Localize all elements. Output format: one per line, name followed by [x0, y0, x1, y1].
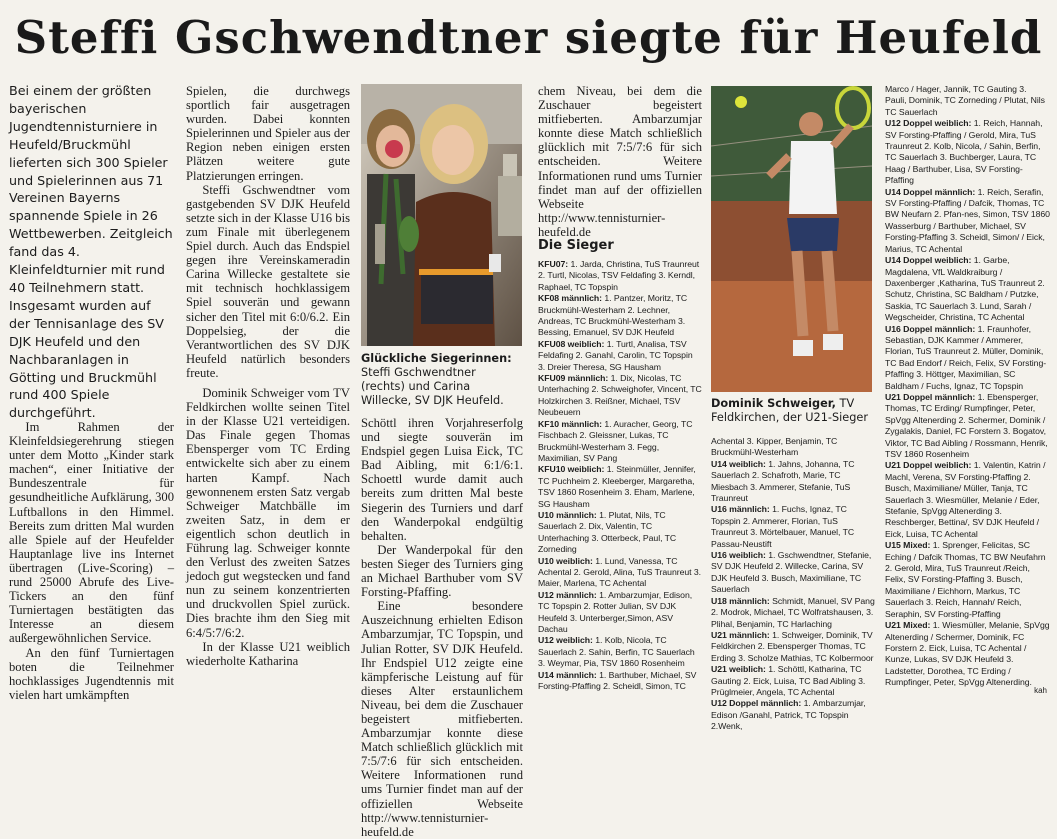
- result-winners: Schmidt, Manuel, SV Pang 2. Modrok, Michael, TC Wolfratshausen, 3. Plihal, Benjamin, TC Harlaching: [711, 595, 875, 629]
- result-winners: 1. Ambarzumjar, Edison /Ganahl, Patrick, TC Topspin 2.Wenk,: [711, 698, 866, 732]
- caption2-rest: TV Feldkirchen, der U21-Sieger: [711, 397, 868, 424]
- result-winners: Marco / Hager, Jannik, TC Gauting 3. Pauli, Dominik, TC Zorneding / Plutat, Nils TC Sauerlach: [885, 84, 1045, 117]
- result-winners: 1. Ambarzumjar, Edison, TC Topspin 2. Rotter Julian, SV DJK Heufeld 3. Unterberger,Simon, ASV Dachau: [538, 589, 693, 634]
- col3-p2: Der Wanderpokal für den besten Sieger des Turniers ging an Michael Barthuber vom SV Forsting-Pfaffing.: [361, 542, 523, 600]
- results-list-a: [538, 259, 702, 692]
- result-entry: [885, 118, 1050, 186]
- result-winners: 1. Garbe, Magdalena, VfL Waldkraiburg / Daxenberger ,Katharina, TuS Traunreut 2. Schutz, Christina, SC Baldham / Putzke, Saskia, TC Sauerlach 3. Lund, Sarah / Wegscheider, Christina, TC Achental: [885, 255, 1045, 323]
- col2-p3: Dominik Schweiger vom TV Feldkirchen wollte seinen Titel in der Klasse U21 verteidigen. Das Finale gegen Thomas Ebensperger vom TC Erding entwickelte sich aber zu einem harten Kampf. Nach gewonnenem ersten Satz vergab Schweiger Matchbälle im zweiten Satz, in dem er eigentlich schon deutlich in Führung lag. Schweiger konnte den Verlust des zweiten Satzes jedoch gut wegstecken und fand nun zu seinem konzentrierten und druckvollen Spiel zurück. Dies brachte ihm den Sieg mit 6:4/5:7/6:2.: [186, 385, 350, 640]
- result-entry: [711, 550, 875, 596]
- result-category: U14 männlich:: [538, 669, 597, 680]
- col2-p4: In der Klasse U21 weiblich wiederholte Katharina: [186, 639, 350, 668]
- result-entry: [885, 255, 1050, 323]
- result-entry: [711, 459, 875, 505]
- result-entry: [538, 590, 702, 636]
- article-column-4: [538, 84, 702, 239]
- result-winners: 1. Schöttl, Katharina, TC Gauting 2. Eick, Luisa, TC Bad Aibling 3. Prüglmeier, Angela, TC Achental: [711, 664, 866, 697]
- article-column-3: [361, 416, 523, 839]
- results-column-3: [885, 84, 1050, 694]
- col3-p3: Eine besondere Auszeichnung erhielten Edison Ambarzumjar, TC Topspin, und Julian Rotter, SV DJK Heufeld. Ihr Endspiel U12 zeigte eine kämpferische Leistung auf für dieses Alter erstaunlichem Niveau, bei dem die Zuschauer begeistert mitfieberten. Ambarzumjar konnte diese Match schließlich glücklich mit 7:5/7:6 für sich entscheiden. Weitere Informationen rund ums Turnier findet man auf der offiziellen Webseite http://www.tennisturnier-heufeld.de: [361, 599, 523, 839]
- result-winners: 1. Ebensperger, Thomas, TC Erding/ Rumpfinger, Peter, SpVgg Altenerding 2. Schermer, Dominik / Zygalakis, Daniel, FC Forstern 3. Bogatov, Viktor, TC Bad Aibling / Rossmann, Henrik, TSV 1860 Rosenheim: [885, 391, 1048, 459]
- results-heading: Die Sieger: [538, 238, 614, 253]
- result-winners: 1. Turtl, Analisa, TSV Feldafing 2. Ganahl, Carolin, TC Topspin 3. Dreier Theresa, SG Hausham: [538, 338, 693, 372]
- result-category: U21 Doppel männlich:: [885, 391, 976, 402]
- result-category: U21 Mixed:: [885, 620, 931, 631]
- result-category: U18 männlich:: [711, 595, 770, 606]
- result-winners: 1. Jahns, Johanna, TC Sauerlach 2. Schafroth, Marie, TC Miesbach 3. Ammerer, Stefanie, TuS Traunreut: [711, 458, 855, 504]
- result-entry: [885, 460, 1050, 540]
- result-category: U14 weiblich:: [711, 458, 766, 469]
- col4-text: chem Niveau, bei dem die Zuschauer begeistert mitfieberten. Ambarzumjar konnte diese Match schließlich glücklich mit 7:5/7:6 für sich entscheiden. Weitere Informationen rund ums Turnier findet man auf der offiziellen Webseite http://www.tennisturnier-heufeld.de: [538, 84, 702, 239]
- col1-p2: An den fünf Turniertagen boten die Teilnehmer hochklassiges Jugendtennis mit vielen hart umkämpften: [9, 645, 174, 702]
- result-category: U14 Doppel weiblich:: [885, 255, 972, 266]
- result-winners: 1. Wiesmüller, Melanie, SpVgg Altenerding / Schermer, Dominik, FC Forstern 2. Eick, Luisa, TC Achental / Kunze, Lukas, SV DJK Heufeld 3. Ladstetter, Dorothea, TC Erding / Rumpfinger, Peter, SpVgg Altenerding.: [885, 620, 1050, 688]
- result-entry: [885, 620, 1050, 688]
- result-winners: 1. Jarda, Christina, TuS Traunreut 2. Turtl, Nicolas, TSV Feldafing 3. Kerndl, Raphael, TC Topspin: [538, 259, 700, 292]
- article-column-1: [9, 420, 174, 702]
- result-winners: 1. Dix, Nicolas, TC Unterhaching 2. Schweighofer, Vincent, TC Holzkirchen 3. Reißner, Michael, TSV Neubeuern: [538, 373, 702, 418]
- caption1-bold: Glückliche Siegerinnen:: [361, 352, 512, 365]
- photo1-caption: [361, 352, 523, 414]
- result-category: U16 Doppel männlich:: [885, 323, 976, 334]
- result-category: KF08 männlich:: [538, 293, 602, 304]
- result-entry: [885, 540, 1050, 620]
- result-entry: [711, 630, 875, 664]
- result-winners: Achental 3. Kipper, Benjamin, TC Bruckmühl-Westerham: [711, 436, 838, 458]
- result-winners: 1. Fuchs, Ignaz, TC Topspin 2. Ammerer, Florian, TuS Traunreut 3. Mörtelbauer, Manuel, TC Passau-Neustift: [711, 504, 855, 549]
- col2-p2: Steffi Gschwendtner vom gastgebenden SV DJK Heufeld setzte sich in der Klasse U16 bis zum Finale mit überlegenem Spiel durch. Auch das Endspiel gegen ihre Vereinskameradin Carina Willecke gestaltete sie mit technisch hochklassigem Spiel souverän und gewann sicher den Titel mit 6:0/6.2. Ein Doppelsieg, der die Verantwortlichen des SV DJK Heufeld natürlich besonders freute.: [186, 182, 350, 380]
- results-list-b: [711, 436, 875, 733]
- result-entry: [538, 464, 702, 510]
- result-winners: 1. Sprenger, Felicitas, SC Eching / Dafcik Thomas, TC BW Neufahrn 2. Gerold, Mira, TuS Traunreut /Reich, Felix, SV Forsting-Pfaffing 3. Busch, Maximiliane / Eichhorn, Markus, TC Sauerlach 3. Reich, Hannah/ Reich, Seraphin, SV Forsting-Pfaffing: [885, 540, 1046, 619]
- results-column-2: [711, 436, 875, 732]
- result-entry: [538, 670, 702, 693]
- result-category: U12 Doppel weiblich:: [885, 118, 972, 129]
- result-category: U16 weiblich:: [711, 550, 766, 561]
- photo-tennis-player: [711, 86, 872, 392]
- result-entry: [538, 419, 702, 465]
- result-winners: 1. Schweiger, Dominik, TV Feldkirchen 2. Ebensperger Thomas, TC Erding 3. Scholze Mathias, TC Kolbermoor: [711, 629, 874, 663]
- result-category: U21 männlich:: [711, 629, 770, 640]
- result-category: U10 männlich:: [538, 509, 597, 520]
- result-category: KFU07:: [538, 259, 569, 269]
- col2-p1: Spielen, die durchwegs sportlich fair ausgetragen wurden. Dabei konnten Spielerinnen und Spieler aus der Region neben einigen ersten Plätzen weitere gute Platzierungen erringen.: [186, 84, 350, 183]
- result-category: U14 Doppel männlich:: [885, 186, 976, 197]
- result-category: U15 Mixed:: [885, 540, 931, 551]
- headline: Steffi Gschwendtner siegte für Heufeld: [14, 11, 1043, 64]
- col3-p1: Schöttl ihren Vorjahreserfolg und siegte souverän im Endspiel gegen Luisa Eick, TC Bad Aibling, mit 6:1/6:1. Schoettl wurde damit auch bereits zum dritten Mal beste Siegerin des Turniers und darf den Wanderpokal endgültig behalten.: [361, 416, 523, 543]
- result-entry: [885, 84, 1050, 118]
- result-entry: [711, 596, 875, 630]
- result-entry: [885, 392, 1050, 460]
- result-entry: [538, 373, 702, 419]
- result-winners: 1. Kolb, Nicola, TC Sauerlach 2. Sahin, Berfin, TC Sauerlach 3. Weymar, Pia, TSV 1860 Rosenheim: [538, 635, 695, 669]
- result-entry: [885, 324, 1050, 392]
- result-entry: [711, 436, 875, 459]
- article-column-2: [186, 84, 350, 694]
- lead-text: Bei einem der größten bayerischen Jugendtennisturniere in Heufeld/Bruckmühl lieferten sich 300 Spieler und Spielerinnen aus 71 Vereinen Bayerns spannende Spiele in 26 Wettbewerben. Zeitgleich fand das 4. Kleinfeldturnier mit rund 40 Teilnehmern statt. Insgesamt wurden auf der Tennisanlage des SV DJK Heufeld und den Nachbaranlagen in Götting und Bruckmühl rund 400 Spiele durchgeführt.: [9, 83, 173, 421]
- result-winners: 1. Plutat, Nils, TC Sauerlach 2. Dix, Valentin, TC Unterhaching 3. Otterbeck, Paul, TC Zorneding: [538, 509, 677, 555]
- lead-paragraph: [9, 82, 174, 421]
- result-category: U12 männlich:: [538, 589, 597, 600]
- result-entry: [885, 187, 1050, 255]
- photo-winners-girls: [361, 84, 522, 346]
- result-winners: 1. Fraunhofer, Sebastian, DJK Kammer / Ammerer, Florian, TuS Traunreut 2. Müller, Dominik, TC Bad Endorf / Reich, Felix, SV Forsting-Pfaffing 3. Höttger, Maximilian, SC Baldham / Fuchs, Ignaz, TC Topspin: [885, 323, 1047, 391]
- result-entry: [538, 510, 702, 556]
- result-category: U10 weiblich:: [538, 555, 593, 566]
- result-winners: 1. Auracher, Georg, TC Fischbach 2. Gleissner, Lukas, TC Bruckmühl-Westerham 3. Fegg, Maximilian, SV Pang: [538, 418, 693, 463]
- results-column-1: [538, 232, 702, 694]
- result-entry: [538, 556, 702, 590]
- result-entry: [538, 339, 702, 373]
- result-category: U12 weiblich:: [538, 635, 593, 646]
- result-category: KF10 männlich:: [538, 418, 602, 429]
- result-entry: [538, 635, 702, 669]
- photo-tennis-player-image: [711, 86, 872, 392]
- result-category: U21 weiblich:: [711, 664, 766, 675]
- photo2-caption: [711, 397, 875, 433]
- result-category: KFU08 weiblich:: [538, 338, 605, 349]
- result-entry: [711, 698, 875, 732]
- result-category: KFU09 männlich:: [538, 373, 609, 384]
- result-winners: 1. Steinmüller, Jennifer, TC Puchheim 2. Kleeberger, Margaretha, TSV 1860 Rosenheim 3. Eham, Marlene, SG Hausham: [538, 464, 696, 509]
- result-entry: [538, 259, 702, 293]
- result-winners: 1. Valentin, Katrin / Machl, Verena, SV Forsting-Pfaffing 2. Busch, Maximiliane/ Müller, Tanja, TC Sauerlach 3. Wiesmüller, Melanie / Eder, Stefanie, SpVgg Altenerding 3. Reschberger, Bettina/, SV DJK Heufeld / Eick, Luisa, TC Achental: [885, 460, 1046, 539]
- result-winners: 1. Reich, Hannah, SV Forsting-Pfaffing / Gerold, Mira, TuS Traunreut 2. Kolb, Nicola, / Sahin, Berfin, TC Sauerlach 3. Buchberger, Laura, TC Haag / Barthuber, Lisa, SV Forsting-Pfaffing: [885, 118, 1043, 186]
- col1-p1: Im Rahmen der Kleinfeldsiegerehrung stiegen unter dem Motto „Kinder stark machen“, einer Initiative der Bundeszentrale für gesundheitliche Aufklärung, 300 Luftballons in den Himmel. Bereits zum dritten Mal wurden alle Spiele auf der Heufelder Hauptanlage live ins Internet übertragen (Live-Scoring) – rund 25000 Abrufe des Live-Tickers an den fünf Turniertagen bestätigten das Interesse an diesem außergewöhnlichen Service.: [9, 420, 174, 646]
- result-winners: 1. Reich, Serafin, SV Forsting-Pfaffing / Dafcik, Thomas, TC BW Neufarn 2. Pfan-nes, Simon, TSV 1860 Wasserburg / Barthuber, Michael, SV Forsting-Pfaffing 3. Scheidl, Simon/ / Eick, Marius, TC Achental: [885, 186, 1050, 254]
- result-winners: 1. Lund, Vanessa, TC Achental 2. Gerold, Alina, TuS Traunreut 3. Maier, Marlena, TC Achental: [538, 555, 702, 589]
- result-category: U12 Doppel männlich:: [711, 698, 802, 709]
- photo-winners-girls-image: [361, 84, 522, 346]
- result-category: U16 männlich:: [711, 504, 770, 515]
- result-entry: [711, 664, 875, 698]
- results-list-c: [885, 84, 1050, 689]
- result-winners: 1. Barthuber, Michael, SV Forsting-Pfaffing 2. Scheidl, Simon, TC: [538, 669, 697, 692]
- result-category: KFU10 weiblich:: [538, 464, 605, 475]
- result-entry: [538, 293, 702, 339]
- result-winners: 1. Gschwendtner, Stefanie, SV DJK Heufeld 2. Willecke, Carina, SV DJK Heufeld 3. Busch, Maximiliane, TC Sauerlach: [711, 550, 872, 595]
- result-category: U21 Doppel weiblich:: [885, 460, 972, 471]
- caption2-bold: Dominik Schweiger,: [711, 397, 836, 410]
- caption1-rest: Steffi Gschwendtner (rechts) und Carina Willecke, SV DJK Heufeld.: [361, 366, 504, 407]
- result-entry: [711, 504, 875, 550]
- result-winners: 1. Pantzer, Moritz, TC Bruckmühl-Westerham 2. Lechner, Andreas, TC Bruckmühl-Westerham 3. Bessing, Emanuel, SV DJK Heufeld: [538, 293, 688, 338]
- author-signature: kah: [1034, 686, 1047, 695]
